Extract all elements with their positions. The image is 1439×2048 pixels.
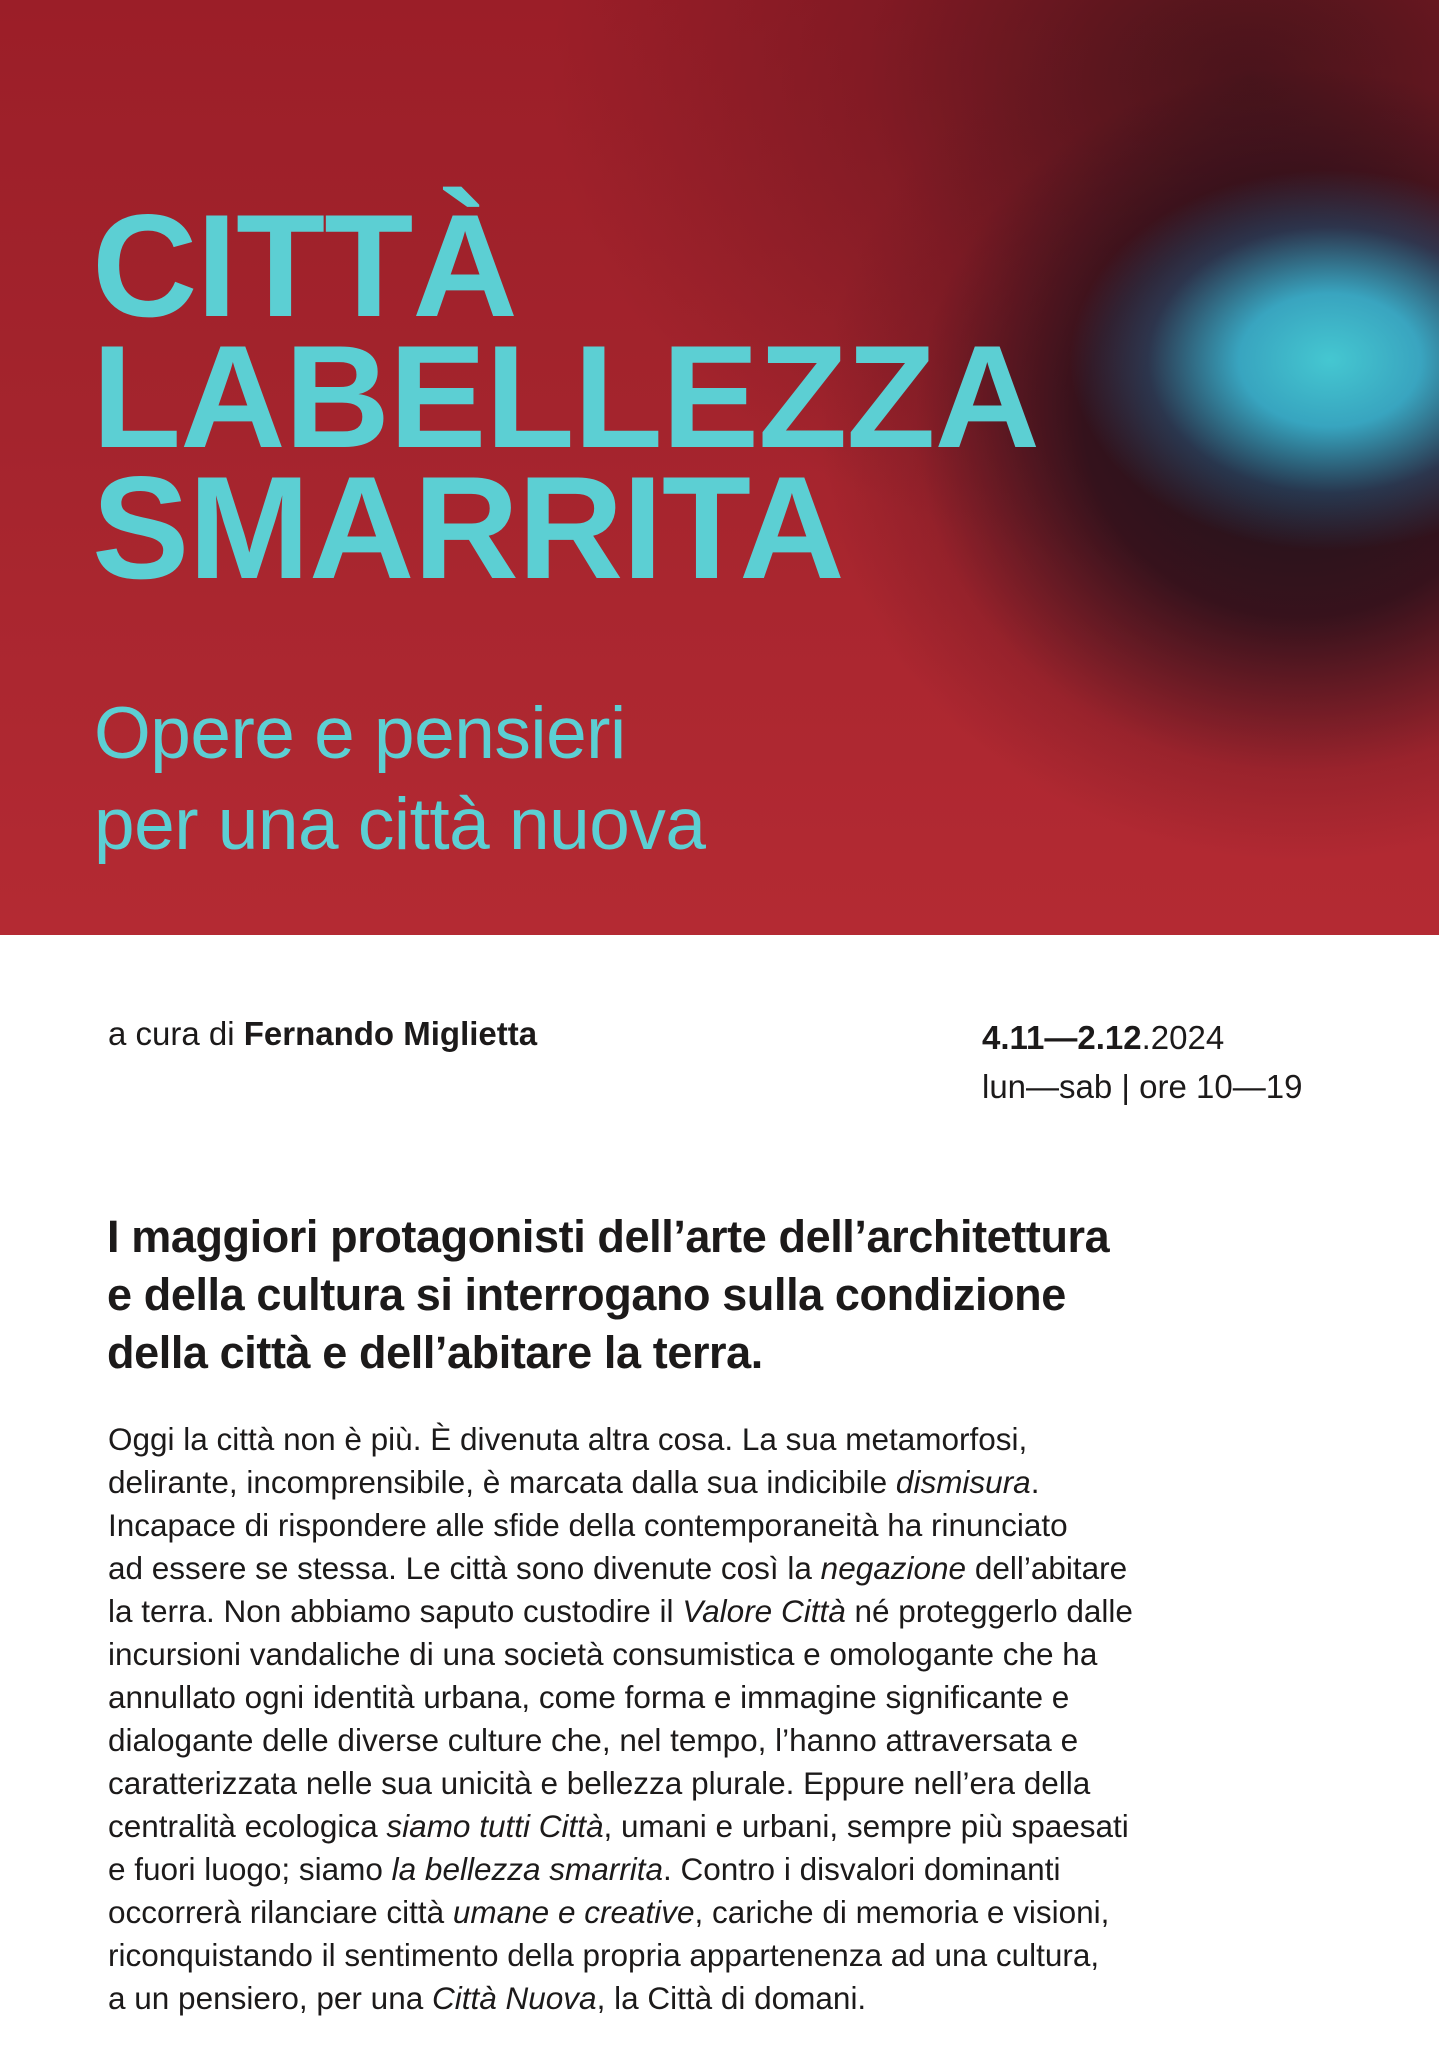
body-text-run: . bbox=[1030, 1464, 1040, 1500]
body-line bbox=[108, 1891, 1358, 1934]
curator-credit bbox=[108, 1013, 537, 1055]
body-text-run: . Contro i disvalori dominanti bbox=[663, 1851, 1061, 1887]
body-line bbox=[108, 1590, 1358, 1633]
body-text-run: Incapace di rispondere alle sfide della contemporaneità ha rinunciato bbox=[108, 1507, 1068, 1543]
body-line bbox=[108, 1934, 1358, 1977]
title-line: SMARRITA bbox=[92, 446, 844, 609]
subtitle-line: Opere e pensieri bbox=[94, 693, 626, 774]
body-line bbox=[108, 1848, 1358, 1891]
exhibition-dates bbox=[982, 1013, 1302, 1111]
body-text-run: a un pensiero, per una bbox=[108, 1980, 432, 2016]
lead-line: della città e dell’abitare la terra. bbox=[107, 1327, 763, 1378]
body-line bbox=[108, 1547, 1358, 1590]
curator-name: Fernando Miglietta bbox=[243, 1015, 538, 1052]
body-line bbox=[108, 1418, 1358, 1461]
body-text-run: caratterizzata nelle sua unicità e bellezza plurale. Eppure nell’era della bbox=[108, 1765, 1091, 1801]
emphasis-text: la bellezza smarrita bbox=[391, 1851, 664, 1887]
body-line bbox=[108, 1633, 1358, 1676]
curator-prefix: a cura di bbox=[108, 1015, 235, 1052]
lead-line: I maggiori protagonisti dell’arte dell’architettura bbox=[107, 1211, 1110, 1262]
body-text-run: ad essere se stessa. Le città sono divenute così la bbox=[108, 1550, 821, 1586]
body-line bbox=[108, 1719, 1358, 1762]
emphasis-text: dismisura bbox=[895, 1464, 1031, 1500]
body-text-run: delirante, incomprensibile, è marcata dalla sua indicibile bbox=[108, 1464, 896, 1500]
body-text-run: la terra. Non abbiamo saputo custodire il bbox=[108, 1593, 683, 1629]
body-line bbox=[108, 1762, 1358, 1805]
body-text-run: incursioni vandaliche di una società consumistica e omologante che ha bbox=[108, 1636, 1098, 1672]
hero-banner bbox=[0, 0, 1439, 935]
body-line bbox=[108, 1504, 1358, 1547]
body-line bbox=[108, 1676, 1358, 1719]
body-text-run: né proteggerlo dalle bbox=[845, 1593, 1133, 1629]
body-text-run: e fuori luogo; siamo bbox=[108, 1851, 392, 1887]
date-year: .2024 bbox=[1141, 1019, 1225, 1056]
exhibition-subtitle bbox=[94, 688, 705, 870]
title-line: LABELLEZZA bbox=[92, 315, 1039, 478]
lead-paragraph bbox=[107, 1208, 1357, 1382]
emphasis-text: Città Nuova bbox=[431, 1980, 597, 2016]
body-paragraph bbox=[108, 1418, 1358, 2020]
body-line bbox=[108, 1977, 1358, 2020]
opening-hours: lun—sab | ore 10—19 bbox=[982, 1068, 1303, 1105]
body-line bbox=[108, 1461, 1358, 1504]
body-text-run: centralità ecologica bbox=[108, 1808, 387, 1844]
body-text-run: riconquistando il sentimento della propria appartenenza ad una cultura, bbox=[108, 1937, 1100, 1973]
emphasis-text: Valore Città bbox=[682, 1593, 846, 1629]
body-line bbox=[108, 1805, 1358, 1848]
date-range-bold: 4.11—2.12 bbox=[982, 1019, 1142, 1056]
body-text-run: Oggi la città non è più. È divenuta altra cosa. La sua metamorfosi, bbox=[108, 1421, 1028, 1457]
body-text-run: , cariche di memoria e visioni, bbox=[694, 1894, 1110, 1930]
title-line: CITTÀ bbox=[92, 184, 517, 347]
body-text-run: , umani e urbani, sempre più spaesati bbox=[603, 1808, 1129, 1844]
emphasis-text: umane e creative bbox=[452, 1894, 695, 1930]
body-text-run: dialogante delle diverse culture che, nel tempo, l’hanno attraversata e bbox=[108, 1722, 1079, 1758]
body-text-run: occorrerà rilanciare città bbox=[108, 1894, 453, 1930]
date-range bbox=[982, 1013, 1302, 1062]
emphasis-text: negazione bbox=[820, 1550, 967, 1586]
body-text-run: dell’abitare bbox=[966, 1550, 1128, 1586]
exhibition-title bbox=[92, 184, 1039, 609]
emphasis-text: siamo tutti Città bbox=[386, 1808, 604, 1844]
lead-line: e della cultura si interrogano sulla condizione bbox=[107, 1269, 1066, 1320]
subtitle-line: per una città nuova bbox=[94, 784, 706, 865]
body-text-run: annullato ogni identità urbana, come forma e immagine significante e bbox=[108, 1679, 1070, 1715]
body-text-run: , la Città di domani. bbox=[596, 1980, 867, 2016]
